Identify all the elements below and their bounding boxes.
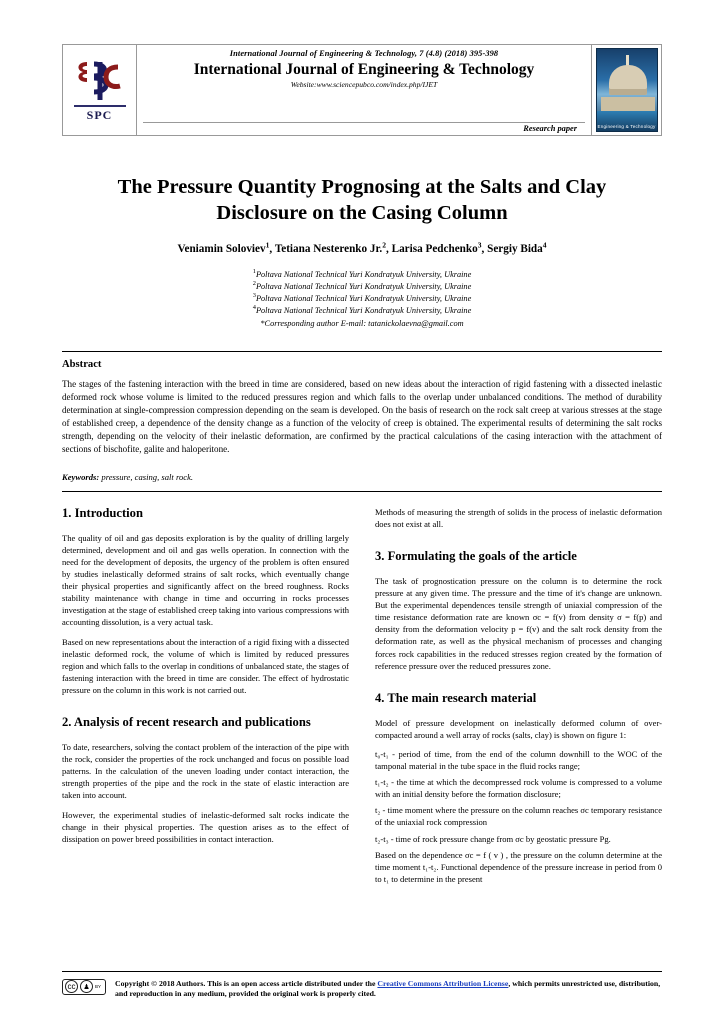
keywords-value: pressure, casing, salt rock. (101, 471, 194, 482)
journal-title: International Journal of Engineering & Technology (193, 61, 535, 78)
by-person-icon: ♟ (80, 980, 93, 993)
article-type: Research paper (143, 122, 585, 133)
affiliation: $^3$Poltava National Technical Yuri Kondratyuk University, Ukraine (252, 292, 472, 304)
paragraph: Based on the dependence σc = f ( v ) , the pressure on the column determine at the time moment t₁-t₂. Functional dependence of the pressure increase in period from 0 to t₁ to determine in the present (375, 849, 662, 884)
author: Sergiy Bida$^4$ (487, 240, 547, 256)
paragraph: However, the experimental studies of inelastic-deformed salt rocks indicate the change in their physical properties. The question arises as to the effect of dissipation on power breed possibilities in contact interaction. (62, 809, 349, 844)
paragraph: Methods of measuring the strength of solids in the process of inelastic deformation does not exist at all. (375, 506, 662, 529)
keywords (62, 472, 662, 482)
author-list: Veniamin Soloviev$^1$, Tetiana Nesterenko Jr.$^2$, Larisa Pedchenko$^3$, Sergiy Bida$^4$ (177, 240, 547, 256)
cover-image (596, 48, 658, 132)
by-label: BY (95, 984, 102, 989)
journal-website[interactable]: Website:www.sciencepubco.com/index.php/IJET (290, 80, 438, 89)
corresponding-author[interactable]: *Corresponding author E-mail: tatanickolaevna@gmail.com (260, 318, 464, 328)
spc-logo-icon (74, 58, 126, 104)
journal-citation: International Journal of Engineering & Technology, 7 (4.8) (2018) 395-398 (229, 49, 499, 58)
column-right (375, 506, 662, 885)
journal-cover-thumbnail (591, 45, 661, 135)
list-item: t₂ - time moment where the pressure on the column reaches σc temporary resistance of the uniaxial rock compression (375, 805, 662, 828)
cc-circle-icon: cc (65, 980, 78, 993)
paragraph: To date, researchers, solving the contact problem of the interaction of the pipe with the rock, consider the properties of the rock unchanged and focus on possible load patterns. In the calculation of the uneven loading under contact interaction, the strength properties of the pipe and the rock in the state of elastic interaction are taken into account. (62, 741, 349, 801)
title-block (62, 174, 662, 329)
abstract-heading: Abstract (62, 359, 102, 371)
paragraph: Model of pressure development on inelastically deformed column of over-compacted around a well array of rocks (salts, clay) is shown on figure 1: (375, 717, 662, 740)
divider (62, 491, 662, 492)
creative-commons-icon[interactable] (62, 979, 106, 995)
copyright-text (115, 979, 662, 1001)
author: Larisa Pedchenko$^3$ (391, 240, 482, 256)
abstract-text: The stages of the fastening interaction with the breed in time are considered, based on new ideas about the interaction of rigid fastening with a dissected inelastic deformed rock whose volume is limited to the reduced pressures region and which falls to the overlap under unbalanced conditions. The method of durability determination at single-compression compression depending on the seam is developed. On the basis of research on the rock salt creep at various stresses at the stage of established creep, a dependence of the density change as a function of the velocity of creep is obtained. The experimental results of determining the salt rocks strength, depending on the velocity of their inelastic deformation, are confirmed by the practical calculations of the casing interaction with the attachment of sections of bischofite, galite and haloperitone. (62, 379, 662, 454)
affiliation: $^1$Poltava National Technical Yuri Kondratyuk University, Ukraine (252, 268, 472, 280)
paragraph: The quality of oil and gas deposits exploration is by the quality of drilling largely determined, development and oil and gas wells operation. In connection with the need for the development of deposits, the urgency of the problem is often ensured by studies inelastically deformed strains of salt rocks, which eventually change their physical properties and significantly affect on the breed roughness. Rocks stability maintenance with change in time and occurring in rocks processes investigation at the stage of established creep taking into various compressions with accounting dissolution, is a very actual task. (62, 532, 349, 628)
list-item: t₀-t₁ - period of time, from the end of the column downhill to the WOC of the tamponal material in the tube space in the fluid rocks range; (375, 748, 662, 771)
divider (62, 351, 662, 352)
masthead-center (137, 45, 591, 135)
cover-caption: Engineering & Technology (597, 124, 656, 129)
copyright-prefix: Copyright © 2018 Authors. This is an open access article distributed under the (115, 978, 378, 988)
keywords-label: Keywords: (62, 471, 100, 482)
section-heading-analysis: 2. Analysis of recent research and publications (62, 715, 311, 730)
journal-masthead (62, 44, 662, 136)
paragraph: The task of prognostication pressure on the column is to determine the rock pressure at any given time. The pressure and the time of it's change are unknown. But the experimental dependences tensile strength of uniaxial compression of the time resistance deformation rate are known σc = f(v) from density σ = f(p) and density from the deformation velocity p = f(v) and the salt rock density from the deformation rate, as well as the physical mechanism of processes and changing forces rock capabilities in the reduced stresses region created by the formation of reference pressure over the reduced pressures zone. (375, 575, 662, 671)
page-title: The Pressure Quantity Prognosing at the Salts and Clay Disclosure on the Casing Column (117, 176, 607, 225)
section-heading-introduction: 1. Introduction (62, 505, 143, 520)
author: Tetiana Nesterenko Jr.$^2$ (274, 240, 387, 256)
publisher-logo (63, 45, 137, 135)
affiliation: $^4$Poltava National Technical Yuri Kondratyuk University, Ukraine (252, 304, 472, 315)
list-item: t₂-t₃ - time of rock pressure change from σc by geostatic pressure Pg. (375, 833, 611, 844)
section-heading-goals: 3. Formulating the goals of the article (375, 549, 577, 564)
license-link[interactable]: Creative Commons Attribution License (377, 978, 509, 988)
list-item: t₁-t₂ - the time at which the decompressed rock volume is compressed to a volume with an initial density before the formation disclosure; (375, 777, 662, 800)
publisher-abbr: SPC (74, 105, 126, 123)
article-body (62, 506, 662, 885)
affiliation-list (62, 269, 662, 329)
copyright-suffix: , which permits unrestricted use, distribution, and reproduction in any medium, provided the original work is properly cited. (115, 978, 661, 999)
copyright-footer (62, 971, 662, 1001)
column-left (62, 506, 349, 885)
paragraph: Based on new representations about the interaction of a rigid fixing with a dissected inelastic deformed rock, the volume of which is limited by reduced pressures region and which falls to the overlap in conditions of unbalanced state, the stages of fastening interaction with the breed in time are consider. The effect of hydrostatic pressure on the column in this work is not carried out. (62, 636, 349, 696)
section-heading-material: 4. The main research material (375, 690, 537, 705)
affiliation: $^2$Poltava National Technical Yuri Kondratyuk University, Ukraine (252, 280, 472, 292)
author: Veniamin Soloviev$^1$ (177, 240, 270, 256)
